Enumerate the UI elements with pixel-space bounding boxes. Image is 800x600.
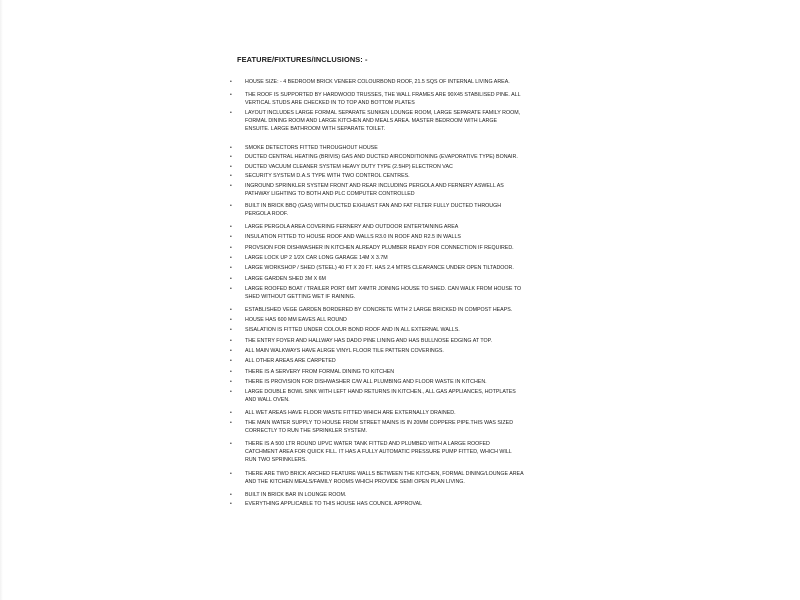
bullet-icon: • (230, 379, 232, 385)
feature-list-item (230, 163, 560, 171)
bullet-icon: • (230, 348, 232, 354)
feature-list-item (230, 109, 560, 134)
bullet-icon: • (230, 501, 232, 507)
feature-text: ALL WET AREAS HAVE FLOOR WASTE FITTED WHICH ARE EXTERNALLY DRAINED. (245, 410, 456, 416)
bullet-icon: • (230, 307, 232, 313)
bullet-icon: • (230, 358, 232, 364)
feature-list-item (230, 285, 560, 301)
feature-text: THE ROOF IS SUPPORTED BY HARDWOOD TRUSSES, THE WALL FRAMES ARE 90X45 STABILISED PINE. ALL VERTICAL STUDS ARE CHECKED IN TO TOP AND BOTTOM PLATES (245, 92, 521, 107)
feature-list-item (230, 470, 560, 486)
feature-text: LARGE DOUBLE BOWL SINK WITH LEFT HAND RETURNS IN KITCHEN., ALL GAS APPLIANCES, HOTPLATES AND WALL OVEN. (245, 389, 516, 404)
feature-list-item (230, 347, 560, 355)
feature-text: EVERYTHING APPLICABLE TO THIS HOUSE HAS COUNCIL APPROVAL (245, 501, 423, 507)
bullet-icon: • (230, 327, 232, 333)
feature-text: DUCTED VACUUM CLEANER SYSTEM HEAVY DUTY TYPE (2.5HP) ELECTRON VAC (245, 164, 453, 170)
bullet-icon: • (230, 92, 232, 98)
feature-text: LARGE GARDEN SHED 3M X 6M (245, 276, 326, 282)
feature-list-item (230, 306, 560, 314)
feature-list-item (230, 275, 560, 283)
bullet-icon: • (230, 79, 232, 85)
feature-text: LARGE WORKSHOP / SHED (STEEL) 40 FT X 20 FT. HAS 2.4 MTRS CLEARANCE UNDER OPEN TILTADOOR. (245, 265, 514, 271)
feature-text: BUILT IN BRICK BBQ (GAS) WITH DUCTED EXHUAST FAN AND FAT FILTER FULLY DUCTED THROUGH PERGOLA ROOF. (245, 203, 502, 218)
feature-text: SECURITY SYSTEM D.A.S TYPE WITH TWO CONTROL CENTRES. (245, 173, 410, 179)
feature-list-item (230, 202, 560, 218)
feature-list-item (230, 223, 560, 231)
feature-list-item (230, 440, 560, 465)
feature-list-item (230, 172, 560, 180)
feature-text: LARGE LOCK UP 2 1/2X CAR LONG GARAGE 14M X 3.7M (245, 255, 388, 261)
feature-list-item (230, 254, 560, 262)
feature-text: THE MAIN WATER SUPPLY TO HOUSE FROM STREET MAINS IS IN 20MM COPPERE PIPE.THIS WAS SIZED CORRECTLY TO RUN THE SPRINKLER SYSTEM. (245, 420, 514, 435)
feature-text: SISALATION IS FITTED UNDER COLOUR BOND ROOF AND IN ALL EXTERNAL WALLS. (245, 327, 460, 333)
bullet-icon: • (230, 183, 232, 189)
feature-text: THERE IS A 500 LTR ROUND UPVC WATER TANK FITTED AND PLUMBED WITH A LARGE ROOFED CATCHMENT AREA FOR QUICK FILL. IT HAS A FULLY AUTOMATIC PRESSURE PUMP FITTED, WHICH WILL RUN TWO SPRINKLERS. (245, 441, 512, 464)
feature-text: INGROUND SPRINKLER SYSTEM FRONT AND REAR INCLUDING PERGOLA AND FERNERY ASWELL AS PATHWAY LIGHTING TO BOTH AND PLC COMPUTER CONTROLLED (245, 183, 504, 198)
feature-text: ESTABLISHED VEGE GARDEN BORDERED BY CONCRETE WITH 2 LARGE BRICKED IN COMPOST HEAPS. (245, 307, 513, 313)
bullet-icon: • (230, 224, 232, 230)
feature-text: LARGE PERGOLA AREA COVERING FERNERY AND OUTDOOR ENTERTAINING AREA (245, 224, 459, 230)
feature-text: INSULATION FITTED TO HOUSE ROOF AND WALLS R3.0 IN ROOF AND R2.5 IN WALLS (245, 234, 461, 240)
feature-text: PROVSION FOR DISHWASHER IN KITCHEN ALREADY PLUMBER READY FOR CONNECTION IF REQUIRED. (245, 245, 514, 251)
bullet-icon: • (230, 369, 232, 375)
bullet-icon: • (230, 173, 232, 179)
feature-text: ALL MAIN WALKWAYS HAVE ALRGE VINYL FLOOR TILE PATTERN COVERINGS. (245, 348, 444, 354)
feature-text: THERE IS A SERVERY FROM FORMAL DINING TO KITCHEN (245, 369, 395, 375)
feature-text: ALL OTHER AREAS ARE CARPETED (245, 358, 336, 364)
feature-text: HOUSE SIZE: - 4 BEDROOM BRICK VENEER COLOURBOND ROOF, 21.5 SQS OF INTERNAL LIVING AREA. (245, 79, 510, 85)
bullet-icon: • (230, 317, 232, 323)
feature-list-item (230, 78, 560, 86)
feature-text: BUILT IN BRICK BAR IN LOUNGE ROOM. (245, 492, 347, 498)
feature-list-item (230, 91, 560, 107)
bullet-icon: • (230, 110, 232, 116)
feature-text: LARGE ROOFED BOAT / TRAILER PORT 6MT X4MTR JOINING HOUSE TO SHED. CAN WALK FROM HOUSE TO SHED WITHOUT GETTING WET IF RAINING. (245, 286, 522, 301)
bullet-icon: • (230, 389, 232, 395)
feature-text: HOUSE HAS 600 MM EAVES ALL ROUND (245, 317, 347, 323)
bullet-icon: • (230, 492, 232, 498)
feature-list-item (230, 368, 560, 376)
bullet-icon: • (230, 265, 232, 271)
bullet-icon: • (230, 145, 232, 151)
bullet-icon: • (230, 338, 232, 344)
feature-list-item (230, 264, 560, 272)
feature-text: DUCTED CENTRAL HEATING (BRIVIS) GAS AND DUCTED AIRCONDITIONING (EVAPORATIVE TYPE) BONAIR. (245, 154, 518, 160)
feature-list-item (230, 419, 560, 435)
scan-edge-shadow (0, 0, 3, 600)
bullet-icon: • (230, 234, 232, 240)
bullet-icon: • (230, 286, 232, 292)
feature-list-item (230, 491, 560, 499)
feature-list-item (230, 409, 560, 417)
feature-list-item (230, 144, 560, 152)
bullet-icon: • (230, 203, 232, 209)
bullet-icon: • (230, 410, 232, 416)
feature-list-item (230, 388, 560, 404)
feature-list-item (230, 316, 560, 324)
bullet-icon: • (230, 164, 232, 170)
bullet-icon: • (230, 276, 232, 282)
feature-text: THERE IS PROVISION FOR DISHWASHER C/W ALL PLUMBING AND FLOOR WASTE IN KITCHEN. (245, 379, 487, 385)
feature-text: SMOKE DETECTORS FITTED THROUGHOUT HOUSE (245, 145, 378, 151)
feature-list-item (230, 337, 560, 345)
feature-text: LAYOUT INCLUDES LARGE FORMAL SEPARATE SUNKEN LOUNGE ROOM, LARGE SEPARATE FAMILY ROOM, FORMAL DINING ROOM AND LARGE KITCHEN AND MEALS AREA. MASTER BEDROOM WITH LARGE ENSUITE. LARGE BATHROOM WITH SEPARATE TOILET. (245, 110, 521, 133)
bullet-icon: • (230, 441, 232, 447)
bullet-icon: • (230, 255, 232, 261)
feature-list-item (230, 153, 560, 161)
feature-list-item (230, 378, 560, 386)
bullet-icon: • (230, 471, 232, 477)
bullet-icon: • (230, 154, 232, 160)
document-heading: FEATURE/FIXTURES/INCLUSIONS: - (237, 55, 368, 64)
bullet-icon: • (230, 245, 232, 251)
feature-list-item (230, 233, 560, 241)
feature-text: THE ENTRY FOYER AND HALLWAY HAS DADO PINE LINING AND HAS BULLNOSE EDGING AT TOP. (245, 338, 492, 344)
bullet-icon: • (230, 420, 232, 426)
feature-text: THERE ARE TWO BRICK ARCHED FEATURE WALLS BETWEEN THE KITCHEN, FORMAL DINING/LOUNGE AREA AND THE KITCHEN MEALS/FAMILY ROOMS WHICH PROVIDE SEMI OPEN PLAN LIVING. (245, 471, 524, 486)
feature-list-item (230, 357, 560, 365)
feature-list-item (230, 244, 560, 252)
feature-list-item (230, 326, 560, 334)
feature-list-item (230, 182, 560, 198)
feature-list-item (230, 500, 560, 508)
